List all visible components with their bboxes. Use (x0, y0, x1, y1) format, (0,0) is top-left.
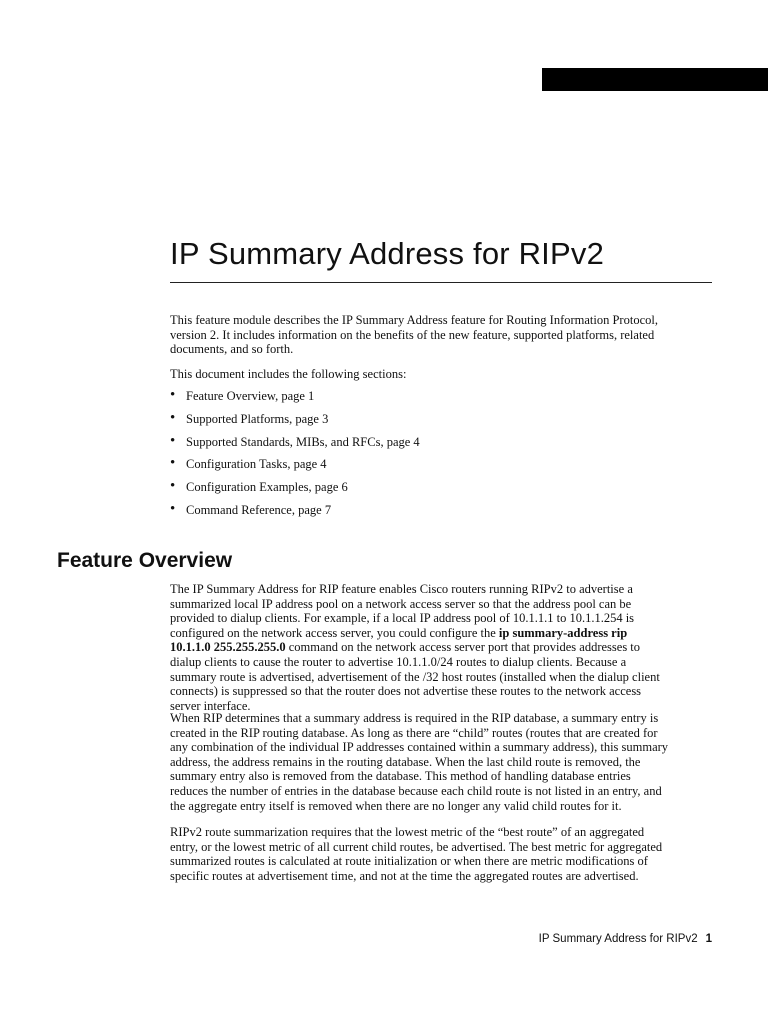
paragraph-text: The IP Summary Address for RIP feature enables Cisco routers running RIPv2 to advertise a summarized local IP address pool on a network access server so that the address pool can be provided to dialup clients. For example, if a local IP address pool of 10.1.1.1 to 10.1.1.254 is configured on the network access server, you could configure the (170, 582, 635, 640)
page-number: 1 (705, 933, 712, 945)
bullet-icon: • (170, 409, 176, 426)
section-link[interactable]: Configuration Tasks, page 4 (186, 457, 327, 472)
footer-title: IP Summary Address for RIPv2 (538, 933, 698, 945)
feature-overview-paragraph-2: When RIP determines that a summary address is required in the RIP database, a summary entry is created in the RIP routing database. As long as there are “child” routes (routes that are created for any combination of the individual IP addresses contained within a summary address), this summary address, the address remains in the routing database. When the last child route is removed, the summary entry also is removed from the database. This method of handling database entries reduces the number of entries in the database because each child route is not listed in an entry, and the aggregate entry itself is removed when there are no longer any valid child routes for it. (170, 711, 669, 813)
section-link[interactable]: Supported Platforms, page 3 (186, 411, 329, 426)
page-title: IP Summary Address for RIPv2 (170, 236, 605, 271)
intro-paragraph: This feature module describes the IP Summary Address feature for Routing Information Protocol, version 2. It includes information on the benefits of the new feature, supported platforms, related documents, and so forth. (170, 313, 658, 357)
list-item[interactable] (170, 456, 420, 479)
bullet-icon: • (170, 387, 176, 403)
section-link[interactable]: Command Reference, page 7 (186, 502, 332, 517)
title-rule (170, 282, 712, 283)
feature-overview-paragraph-1 (170, 582, 670, 713)
header-bar (542, 68, 768, 91)
feature-overview-paragraph-3: RIPv2 route summarization requires that the lowest metric of the “best route” of an aggregated entry, or the lowest metric of all current child routes, be advertised. The best metric for aggregated summarized routes is calculated at route initialization or when there are metric modifications of specific routes at advertisement time, and not at the time the aggregated routes are advertised. (170, 825, 663, 883)
page-footer (539, 933, 712, 945)
bullet-icon: • (170, 432, 176, 449)
section-link[interactable]: Feature Overview, page 1 (186, 389, 315, 403)
paragraph-text: command on the network access server port that provides addresses to dialup clients to cause the router to advertise 10.1.1.0/24 routes to dialup clients. Because a summary route is advertised, advertisement of the /32 host routes (installed when the dialup client connects) is suppressed so that the router does not advertise these routes to the network access server interface. (170, 640, 660, 713)
bullet-icon: • (170, 455, 176, 472)
bullet-icon: • (170, 478, 176, 495)
section-link[interactable]: Supported Standards, MIBs, and RFCs, page 4 (186, 434, 420, 449)
list-item[interactable] (170, 502, 420, 525)
bullet-icon: • (170, 500, 176, 517)
list-item[interactable] (170, 479, 420, 502)
command-text: ip summary-address rip 10.1.1.0 255.255.255.0 (170, 625, 628, 655)
list-item[interactable] (170, 388, 420, 411)
section-link[interactable]: Configuration Examples, page 6 (186, 480, 348, 495)
sections-intro: This document includes the following sections: (170, 367, 407, 381)
sections-list (170, 388, 420, 525)
feature-overview-heading: Feature Overview (57, 549, 233, 572)
list-item[interactable] (170, 434, 420, 457)
list-item[interactable] (170, 411, 420, 434)
